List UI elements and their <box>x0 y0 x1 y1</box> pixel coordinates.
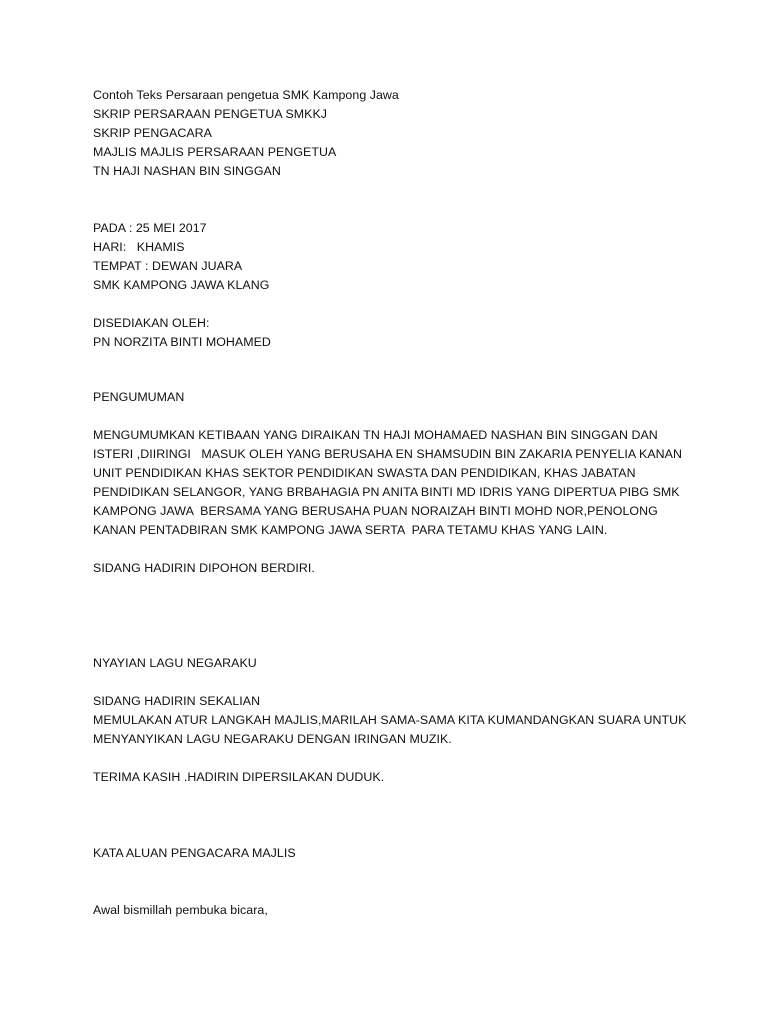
script-title: SKRIP PERSARAAN PENGETUA SMKKJ <box>93 107 328 121</box>
section-heading-negaraku: NYAYIAN LAGU NEGARAKU <box>93 656 257 670</box>
paragraph-line: ISTERI ,DIIRINGI MASUK OLEH YANG BERUSAHA EN SHAMSUDIN BIN ZAKARIA PENYELIA KANAN <box>93 447 682 461</box>
section-heading-pengumuman: PENGUMUMAN <box>93 390 185 404</box>
section-heading-kata-aluan: KATA ALUAN PENGACARA MAJLIS <box>93 846 296 860</box>
document-title: Contoh Teks Persaraan pengetua SMK Kampong Jawa <box>93 88 399 102</box>
paragraph-line: KANAN PENTADBIRAN SMK KAMPONG JAWA SERTA PARA TETAMU KHAS YANG LAIN. <box>93 523 608 537</box>
announcement-closing: SIDANG HADIRIN DIPOHON BERDIRI. <box>93 561 315 575</box>
negaraku-closing: TERIMA KASIH .HADIRIN DIPERSILAKAN DUDUK. <box>93 770 385 784</box>
paragraph-line: KAMPONG JAWA BERSAMA YANG BERUSAHA PUAN NORAIZAH BINTI MOHD NOR,PENOLONG <box>93 504 658 518</box>
paragraph-line: MENYANYIKAN LAGU NEGARAKU DENGAN IRINGAN MUZIK. <box>93 732 452 746</box>
paragraph-line: PENDIDIKAN SELANGOR, YANG BRBAHAGIA PN ANITA BINTI MD IDRIS YANG DIPERTUA PIBG SMK <box>93 485 680 499</box>
announcement-paragraph <box>93 426 682 540</box>
honoree-name: TN HAJI NASHAN BIN SINGGAN <box>93 164 281 178</box>
paragraph-line: UNIT PENDIDIKAN KHAS SEKTOR PENDIDIKAN SWASTA DAN PENDIDIKAN, KHAS JABATAN <box>93 466 636 480</box>
paragraph-line: MEMULAKAN ATUR LANGKAH MAJLIS,MARILAH SAMA-SAMA KITA KUMANDANGKAN SUARA UNTUK <box>93 713 687 727</box>
event-venue: TEMPAT : DEWAN JUARA <box>93 259 243 273</box>
event-location: SMK KAMPONG JAWA KLANG <box>93 278 270 292</box>
event-day: HARI: KHAMIS <box>93 240 185 254</box>
prepared-by-label: DISEDIAKAN OLEH: <box>93 316 210 330</box>
kata-aluan-opening: Awal bismillah pembuka bicara, <box>93 903 268 917</box>
document-body <box>93 86 693 920</box>
script-subtitle: SKRIP PENGACARA <box>93 126 212 140</box>
event-date: PADA : 25 MEI 2017 <box>93 221 207 235</box>
event-name: MAJLIS MAJLIS PERSARAAN PENGETUA <box>93 145 337 159</box>
paragraph-line: MENGUMUMKAN KETIBAAN YANG DIRAIKAN TN HAJI MOHAMAED NASHAN BIN SINGGAN DAN <box>93 428 658 442</box>
prepared-by-name: PN NORZITA BINTI MOHAMED <box>93 335 271 349</box>
negaraku-greeting: SIDANG HADIRIN SEKALIAN <box>93 694 261 708</box>
